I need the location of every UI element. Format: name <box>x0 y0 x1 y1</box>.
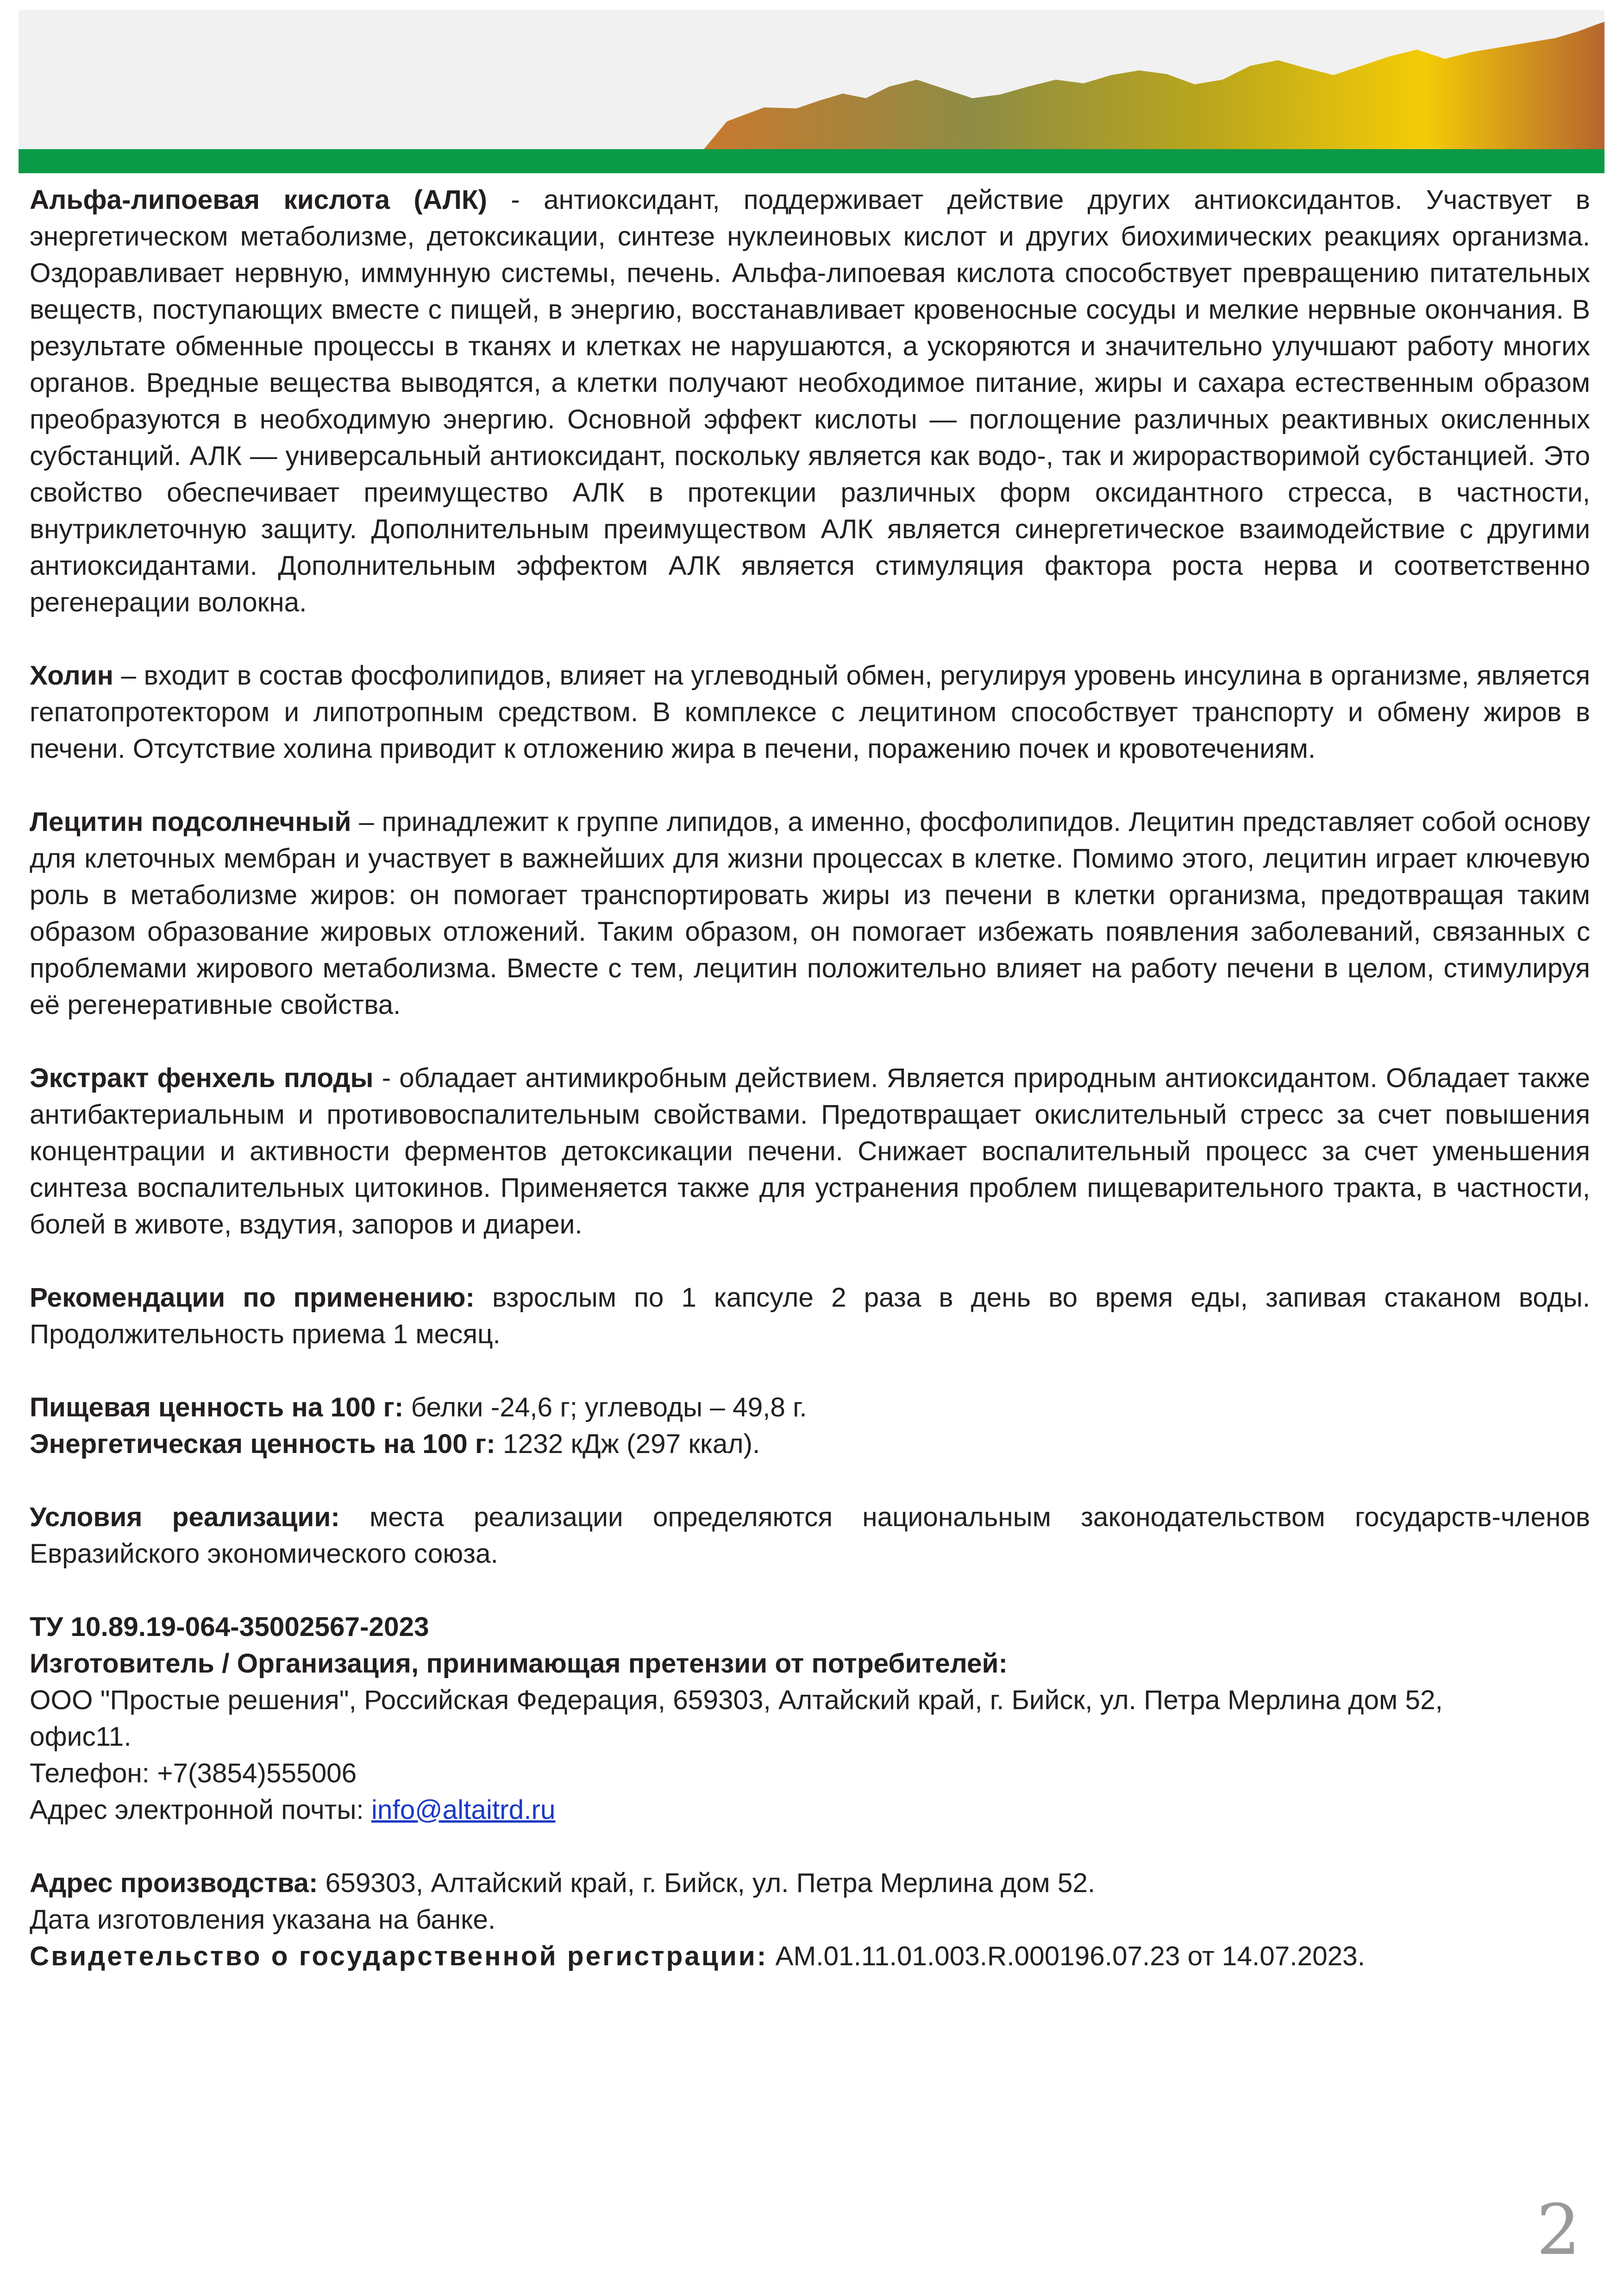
mountain-banner-graphic <box>19 10 1604 173</box>
green-bar <box>19 149 1604 173</box>
nutrition-title: Пищевая ценность на 100 г: <box>30 1392 404 1422</box>
energy-line <box>30 1426 1590 1462</box>
production-line <box>30 1865 1590 1901</box>
manufacturer-office: офис11. <box>30 1722 132 1752</box>
nutrition-line <box>30 1389 1590 1426</box>
date-note: Дата изготовления указана на банке. <box>30 1905 496 1935</box>
manufacturer-title-line <box>30 1645 1590 1682</box>
manufacturer-address: ООО "Простые решения", Российская Федерация, 659303, Алтайский край, г. Бийск, ул. Петра Мерлина дом 52, <box>30 1685 1443 1715</box>
registration-title: Свидетельство о государственной регистрации: <box>30 1941 768 1971</box>
tu-number: ТУ 10.89.19-064-35002567-2023 <box>30 1612 429 1642</box>
fennel-text: - обладает антимикробным действием. Является природным антиоксидантом. Обладает также антибактериальным и противовоспалительным свойствами. Предотвращает окислительный стресс за счет повышения концентрации и активности ферментов детоксикации печени. Снижает воспалительный процесс за счет уменьшения синтеза воспалительных цитокинов. Применяется также для устранения проблем пищеварительного тракта, в частности, болей в животе, вздутия, запоров и диареи. <box>30 1063 1590 1239</box>
registration-text: АМ.01.11.01.003.R.000196.07.23 от 14.07.2023. <box>768 1941 1365 1971</box>
fennel-title: Экстракт фенхель плоды <box>30 1063 374 1093</box>
lecithin-text: – принадлежит к группе липидов, а именно, фосфолипидов. Лецитин представляет собой основу для клеточных мембран и участвует в важнейших для жизни процессах в клетке. Помимо этого, лецитин играет ключевую роль в метаболизме жиров: он помогает транспортировать жиры из печени в клетки организма, предотвращая таким образом образование жировых отложений. Таким образом, он помогает избежать появления заболеваний, связанных с проблемами жирового метаболизма. Вместе с тем, лецитин положительно влияет на работу печени в целом, стимулируя её регенеративные свойства. <box>30 807 1590 1020</box>
energy-text: 1232 кДж (297 ккал). <box>495 1429 760 1459</box>
alk-title: Альфа-липоевая кислота (АЛК) <box>30 185 488 215</box>
alk-text: - антиоксидант, поддерживает действие других антиоксидантов. Участвует в энергетическом метаболизме, детоксикации, синтезе нуклеиновых кислот и других биохимических реакциях организма. Оздоравливает нервную, иммунную системы, печень. Альфа-липоевая кислота способствует превращению питательных веществ, поступающих вместе с пищей, в энергию, восстанавливает кровеносные сосуды и мелкие нервные окончания. В результате обменные процессы в тканях и клетках не нарушаются, а ускоряются и значительно улучшают работу многих органов. Вредные вещества выводятся, а клетки получают необходимое питание, жиры и сахара естественным образом преобразуются в необходимую энергию. Основной эффект кислоты — поглощение различных реактивных окисленных субстанций. АЛК — универсальный антиоксидант, поскольку является как водо-, так и жирорастворимой субстанцией. Это свойство обеспечивает преимущество АЛК в протекции различных форм оксидантного стресса, в частности, внутриклеточную защиту. Дополнительным преимуществом АЛК является синергетическое взаимодействие с другими антиоксидантами. Дополнительным эффектом АЛК является стимуляция фактора роста нерва и соответственно регенерации волокна. <box>30 185 1590 617</box>
lecithin-title: Лецитин подсолнечный <box>30 807 351 837</box>
lecithin-paragraph <box>30 804 1590 1023</box>
cholin-paragraph <box>30 657 1590 767</box>
header-banner <box>19 10 1604 173</box>
sale-paragraph <box>30 1499 1590 1572</box>
manufacturer-title: Изготовитель / Организация, принимающая претензии от потребителей: <box>30 1648 1008 1679</box>
cholin-title: Холин <box>30 660 113 691</box>
manufacturer-email-line <box>30 1792 1590 1828</box>
production-text: 659303, Алтайский край, г. Бийск, ул. Петра Мерлина дом 52. <box>318 1868 1096 1898</box>
production-title: Адрес производства: <box>30 1868 318 1898</box>
energy-title: Энергетическая ценность на 100 г: <box>30 1429 495 1459</box>
usage-text: взрослым по 1 капсуле 2 раза в день во время еды, запивая стаканом воды. Продолжительность приема 1 месяц. <box>30 1283 1590 1349</box>
registration-paragraph <box>30 1938 1590 1975</box>
alk-paragraph <box>30 182 1590 621</box>
fennel-paragraph <box>30 1060 1590 1243</box>
usage-paragraph <box>30 1279 1590 1352</box>
cholin-text: – входит в состав фосфолипидов, влияет на углеводный обмен, регулируя уровень инсулина в организме, является гепатопротектором и липотропным средством. В комплексе с лецитином способствует транспорту и обмену жиров в печени. Отсутствие холина приводит к отложению жира в печени, поражению почек и кровотечениям. <box>30 660 1590 764</box>
sale-title: Условия реализации: <box>30 1502 340 1532</box>
sale-text: места реализации определяются национальным законодательством государств-членов Евразийского экономического союза. <box>30 1502 1590 1569</box>
document-body <box>30 182 1590 1975</box>
tu-line <box>30 1609 1590 1645</box>
page-number: 2 <box>1536 2190 1581 2271</box>
email-link[interactable]: info@altaitrd.ru <box>371 1795 556 1825</box>
nutrition-text: белки -24,6 г; углеводы – 49,8 г. <box>403 1392 807 1422</box>
email-label: Адрес электронной почты: <box>30 1795 371 1825</box>
usage-title: Рекомендации по применению: <box>30 1283 475 1313</box>
manufacturer-phone: Телефон: +7(3854)555006 <box>30 1758 357 1788</box>
